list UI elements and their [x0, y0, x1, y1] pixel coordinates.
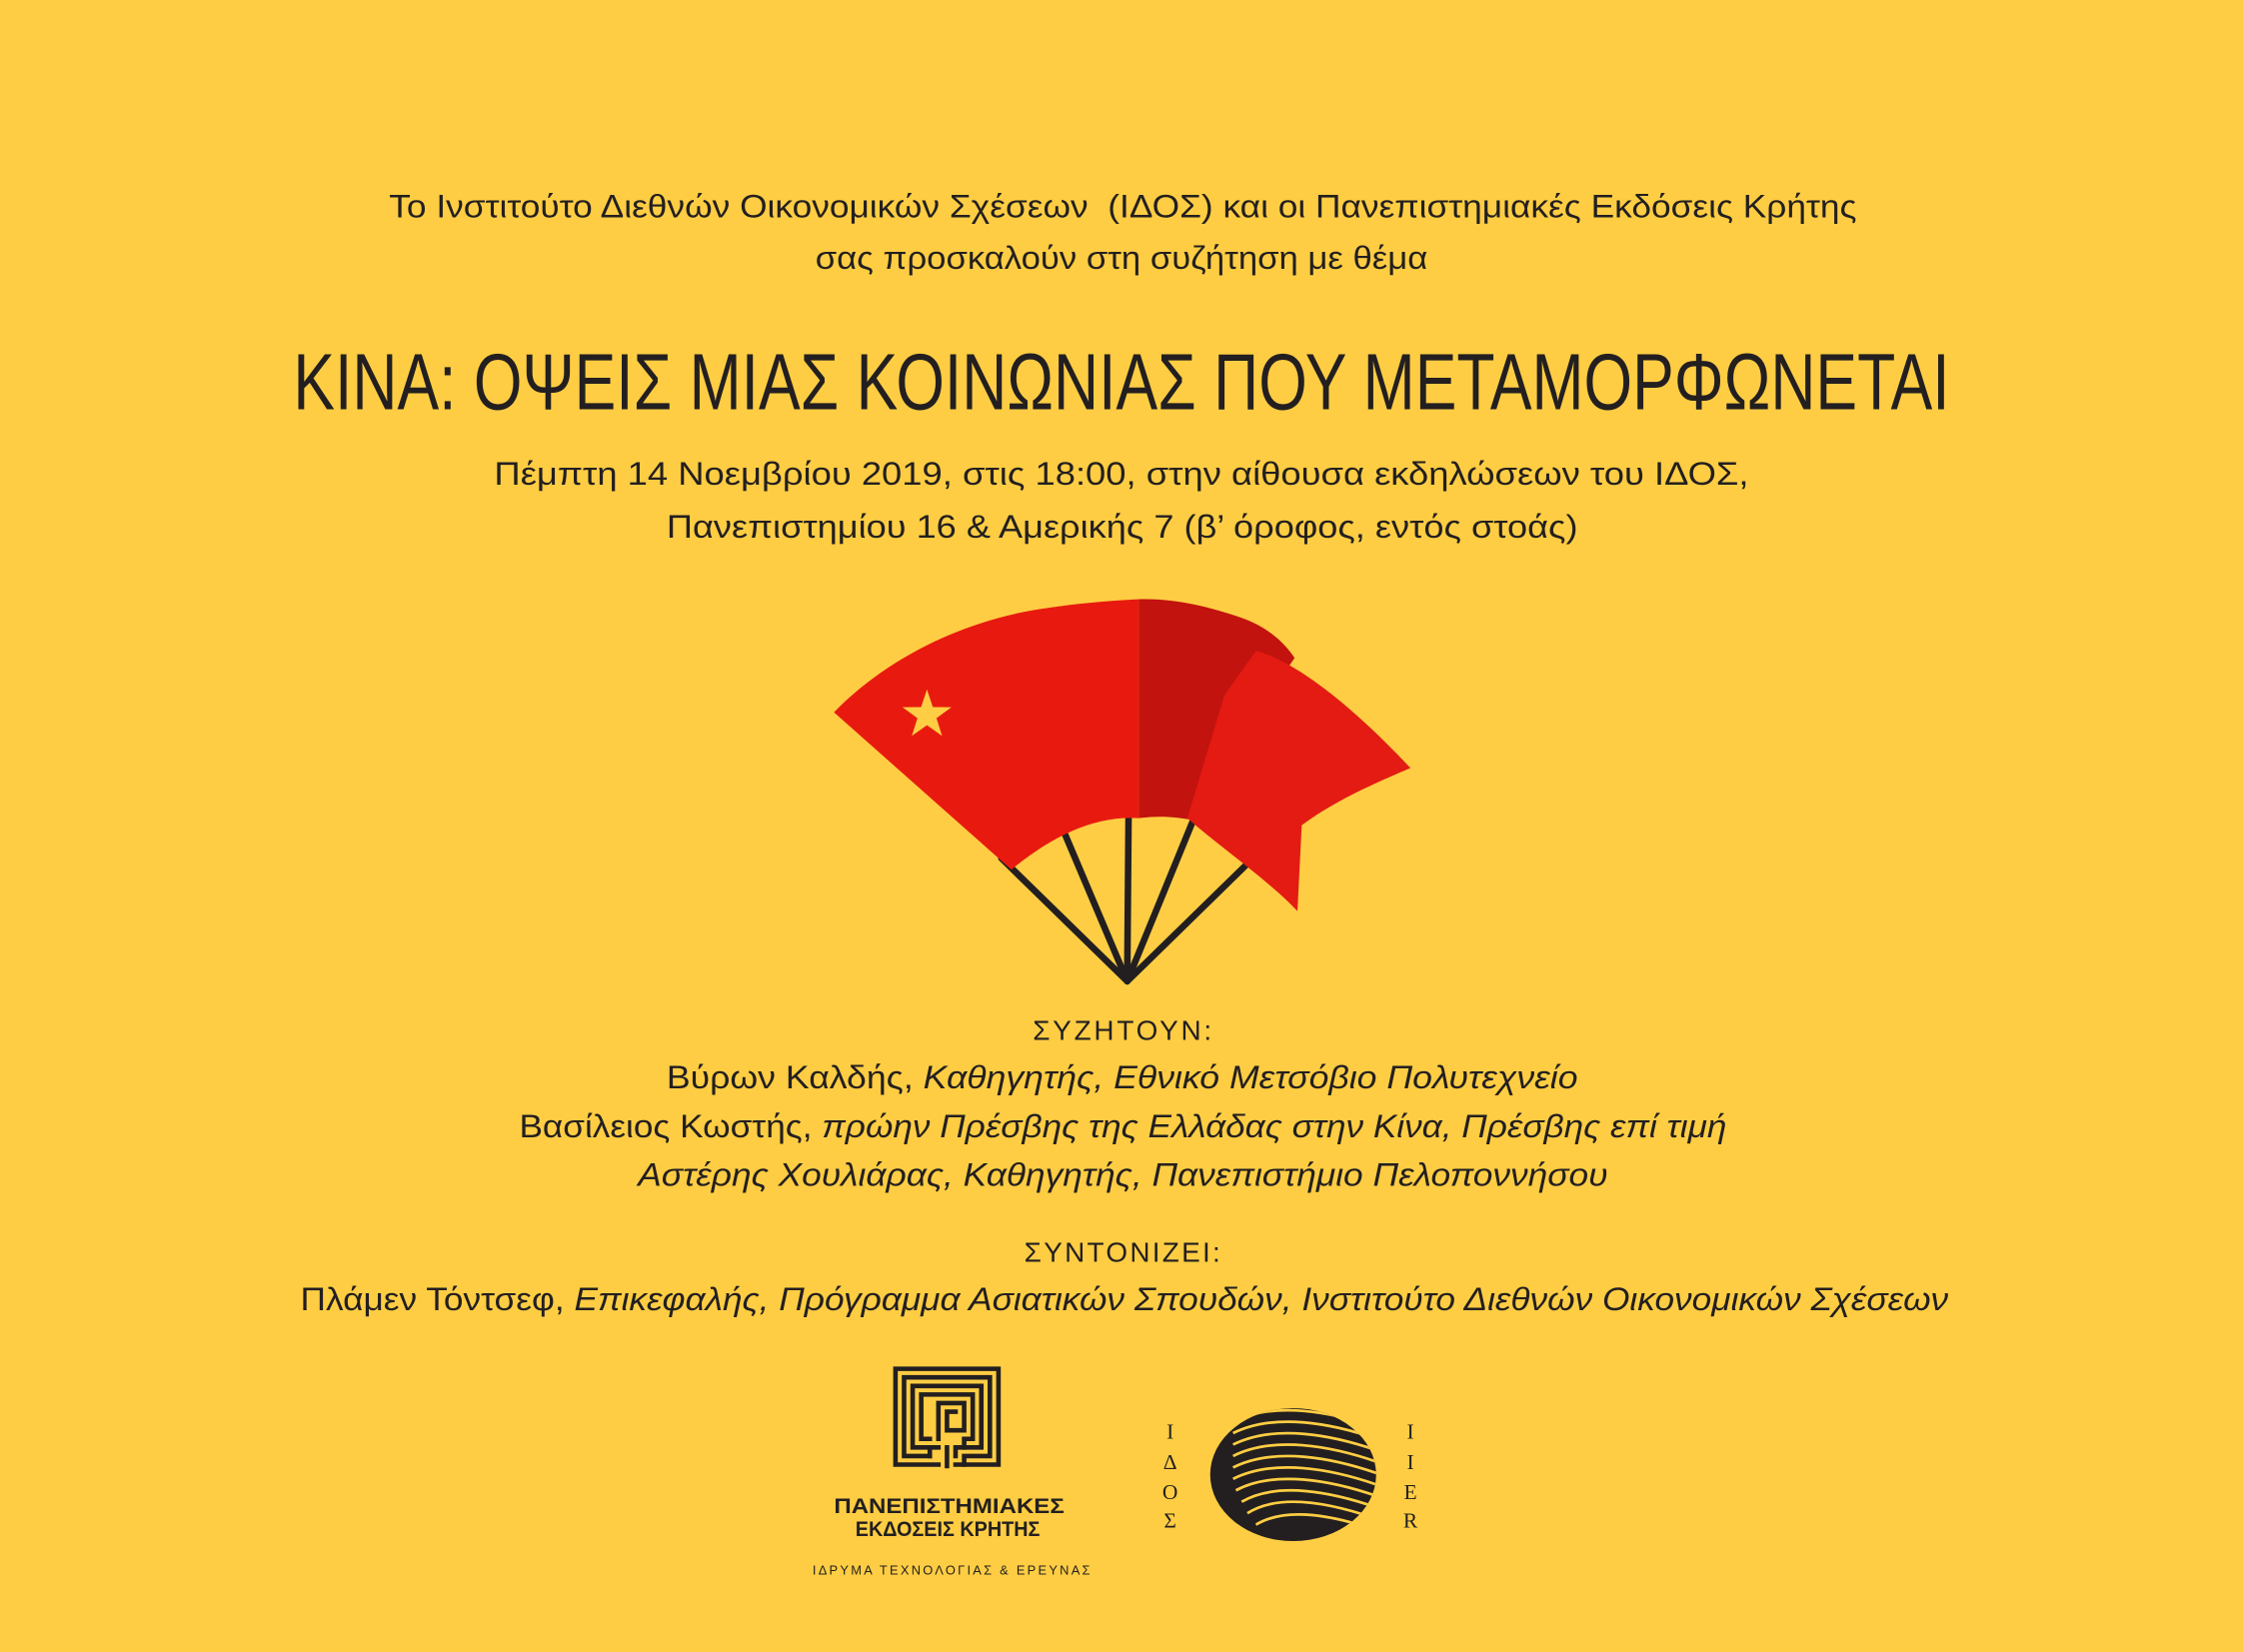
intro-line-1: Το Ινστιτούτο Διεθνών Οικονομικών Σχέσεων (ΙΔΟΣ) και οι Πανεπιστημιακές Εκδόσεις Κρήτης [389, 188, 1857, 225]
moderator-role: Επικεφαλής, Πρόγραμμα Ασιατικών Σπουδών, Ινστιτούτο Διεθνών Οικονομικών Σχέσεων [574, 1280, 1829, 1317]
logo-letter: I [1406, 1419, 1414, 1444]
speaker-role: Καθηγητής, Εθνικό Μετσόβιο Πολυτεχνείο [923, 1059, 1515, 1096]
speaker-name: Αστέρης Χουλιάρας, [638, 1156, 927, 1193]
event-address-line: Πανεπιστημίου 16 & Αμερικής 7 (β’ όροφος, εντός στοάς) [666, 509, 1578, 546]
speaker-name: Βασίλειος Κωστής, [519, 1107, 788, 1144]
publisher-name-line-1: ΠΑΝΕΠΙΣΤΗΜΙΑΚΕΣ [834, 1494, 1065, 1519]
publisher-name-line-2: ΕΚΔΟΣΕΙΣ ΚΡΗΤΗΣ [855, 1517, 1041, 1542]
speaker-line [636, 1156, 1607, 1192]
event-title: ΚΙΝΑ: ΟΨΕΙΣ ΜΙΑΣ ΚΟΙΝΩΝΙΑΣ ΠΟΥ ΜΕΤΑΜΟΡΦΩΝΕΤΑΙ [293, 336, 1950, 427]
moderator-heading: ΣΥΝΤΟΝΙΖΕΙ: [1024, 1236, 1220, 1268]
speakers-heading: ΣΥΖΗΤΟΥΝ: [1033, 1014, 1212, 1046]
fan-rib [1127, 804, 1128, 980]
logo-letter: Ι [1166, 1419, 1174, 1444]
speaker-role: πρώην Πρέσβης της Ελλάδας στην Κίνα, Πρέσβης επί τιμή [822, 1107, 1650, 1144]
logo-letter: I [1406, 1449, 1414, 1474]
moderator-name: Πλάμεν Τόντσεφ, [300, 1280, 542, 1317]
speaker-name: Βύρων Καλδής, [666, 1059, 891, 1096]
event-date-line: Πέμπτη 14 Νοεμβρίου 2019, στις 18:00, στην αίθουσα εκδηλώσεων του ΙΔΟΣ, [494, 456, 1749, 493]
logo-letter: E [1403, 1479, 1417, 1504]
speaker-role: Καθηγητής, Πανεπιστήμιο Πελοποννήσου [963, 1156, 1551, 1193]
logo-letter: Ο [1161, 1479, 1178, 1504]
logo-letter: Δ [1162, 1449, 1177, 1474]
publisher-foundation: ΙΔΡΥΜΑ ΤΕΧΝΟΛΟΓΙΑΣ & ΕΡΕΥΝΑΣ [812, 1562, 1091, 1578]
intro-line-2: σας προσκαλούν στη συζήτηση με θέμα [815, 240, 1428, 277]
logo-letter: R [1402, 1508, 1418, 1533]
speaker-line [667, 1059, 1578, 1095]
logo-letter: Σ [1163, 1508, 1176, 1533]
moderator-line [301, 1281, 1949, 1317]
speaker-line [519, 1108, 1726, 1144]
